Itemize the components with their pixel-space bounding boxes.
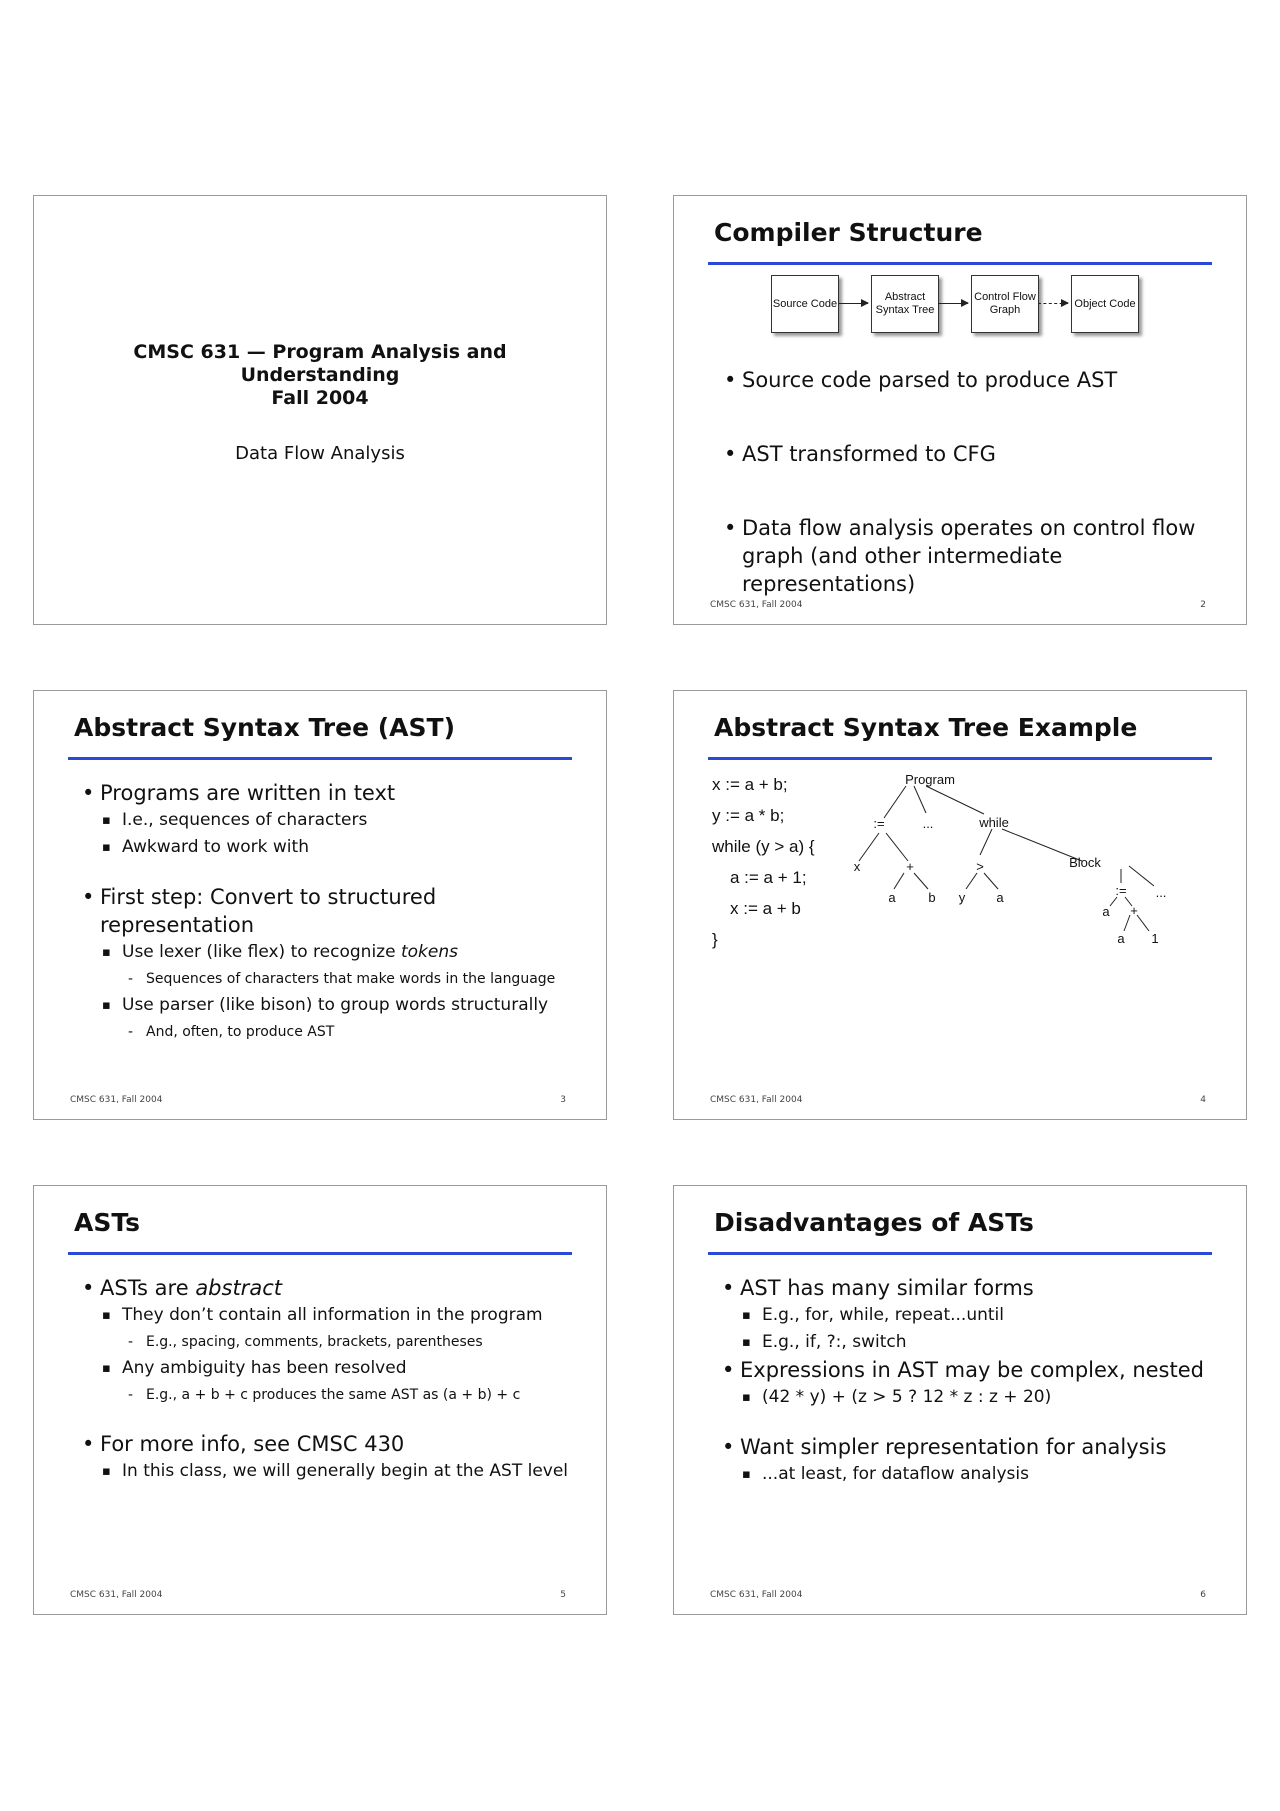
node-x: x	[853, 859, 861, 874]
node-a: a	[888, 890, 896, 905]
bullet: • AST transformed to CFG	[724, 440, 1216, 468]
code-line: x := a + b	[730, 899, 801, 918]
code-line: x := a + b;	[712, 775, 788, 794]
cfg-box	[971, 275, 1039, 333]
slide-1	[33, 195, 607, 625]
bullet-list	[82, 1274, 576, 1485]
bullet-list	[82, 779, 576, 1045]
bullet-text: ASTs are	[100, 1276, 196, 1300]
bullet: • For more info, see CMSC 430	[82, 1430, 576, 1458]
box-label: Object Code	[1074, 297, 1136, 310]
sub-bullet: ▪ E.g., if, ?:, switch	[722, 1329, 1216, 1356]
node-plus: +	[1130, 903, 1138, 918]
sub-bullet: ▪ Awkward to work with	[82, 834, 576, 861]
slide-4-title: Abstract Syntax Tree Example	[714, 713, 1138, 742]
sub-bullet: ▪ ...at least, for dataflow analysis	[722, 1461, 1216, 1488]
node-y: y	[958, 890, 966, 905]
slide-footer: CMSC 631, Fall 2004	[70, 1095, 163, 1105]
page-number: 5	[560, 1590, 566, 1600]
bullet: • First step: Convert to structured representation	[82, 883, 576, 939]
slide-1-title	[34, 341, 606, 410]
node-assign: :=	[1115, 883, 1127, 898]
slide-6	[673, 1185, 1247, 1615]
node-while: while	[979, 815, 1009, 830]
sub-bullet	[82, 939, 576, 966]
sub-bullet: ▪ I.e., sequences of characters	[82, 807, 576, 834]
arrow	[838, 303, 868, 304]
sub-sub-bullet: - And, often, to produce AST	[82, 1019, 576, 1045]
slide-footer: CMSC 631, Fall 2004	[710, 1095, 803, 1105]
box-label: Abstract Syntax Tree	[875, 291, 935, 316]
slide-5-title: ASTs	[74, 1208, 140, 1237]
node-plus: +	[906, 859, 914, 874]
ast-box	[871, 275, 939, 333]
node-a: a	[1102, 904, 1110, 919]
bullet: • Want simpler representation for analysis	[722, 1433, 1216, 1461]
code-line: while (y > a) {	[712, 837, 815, 856]
title-rule	[708, 262, 1212, 265]
bullet: • Programs are written in text	[82, 779, 576, 807]
object-code-box	[1071, 275, 1139, 333]
sub-bullet: ▪ In this class, we will generally begin at the AST level	[82, 1458, 576, 1485]
sub-bullet: ▪ (42 * y) + (z > 5 ? 12 * z : z + 20)	[722, 1384, 1216, 1411]
slide-footer: CMSC 631, Fall 2004	[710, 600, 803, 610]
slide-5	[33, 1185, 607, 1615]
spacer	[82, 1408, 576, 1430]
node-greater-than: >	[976, 859, 984, 874]
sub-sub-bullet: - Sequences of characters that make words in the language	[82, 966, 576, 992]
arrow	[938, 303, 968, 304]
slide-footer: CMSC 631, Fall 2004	[70, 1590, 163, 1600]
slide-2-title: Compiler Structure	[714, 218, 983, 247]
title-line-1: CMSC 631 — Program Analysis and	[133, 341, 507, 363]
page-number: 2	[1200, 600, 1206, 610]
slide-3	[33, 690, 607, 1120]
title-rule	[708, 1252, 1212, 1255]
sub-bullet-text: Use lexer (like flex) to recognize	[122, 942, 401, 962]
node-assign: :=	[873, 816, 885, 831]
page-number: 6	[1200, 1590, 1206, 1600]
node-ellipsis: ...	[922, 816, 934, 831]
code-line: }	[712, 930, 718, 949]
node-one: 1	[1151, 931, 1159, 946]
node-program: Program	[905, 772, 955, 787]
slide-4	[673, 690, 1247, 1120]
node-b: b	[928, 890, 936, 905]
sub-bullet: ▪ E.g., for, while, repeat...until	[722, 1302, 1216, 1329]
page-number: 3	[560, 1095, 566, 1105]
sub-bullet: ▪ They don’t contain all information in the program	[82, 1302, 576, 1329]
bullet: • Expressions in AST may be complex, nested	[722, 1356, 1216, 1384]
slide-6-title: Disadvantages of ASTs	[714, 1208, 1034, 1237]
bullet: • Source code parsed to produce AST	[724, 366, 1216, 394]
slide-1-subtitle: Data Flow Analysis	[235, 443, 405, 464]
sub-bullet: ▪ Use parser (like bison) to group words structurally	[82, 992, 576, 1019]
box-label: Source Code	[772, 297, 838, 310]
title-line-3: Fall 2004	[271, 387, 369, 409]
sub-sub-bullet: - E.g., spacing, comments, brackets, parentheses	[82, 1329, 576, 1355]
title-rule	[68, 1252, 572, 1255]
slide-2	[673, 195, 1247, 625]
bullet: • AST has many similar forms	[722, 1274, 1216, 1302]
sub-bullet: ▪ Any ambiguity has been resolved	[82, 1355, 576, 1382]
syntax-tree-diagram	[674, 691, 1246, 1119]
slide-3-title: Abstract Syntax Tree (AST)	[74, 713, 456, 742]
emphasis: abstract	[195, 1276, 282, 1300]
source-code-box	[771, 275, 839, 333]
bullet	[82, 1274, 576, 1302]
page-number: 4	[1200, 1095, 1206, 1105]
title-rule	[68, 757, 572, 760]
spacer	[82, 861, 576, 883]
bullet-list	[722, 1274, 1216, 1488]
code-line: a := a + 1;	[730, 868, 807, 887]
slide-footer: CMSC 631, Fall 2004	[710, 1590, 803, 1600]
tree-edges	[859, 786, 1154, 931]
emphasis: tokens	[400, 942, 458, 962]
sub-sub-bullet: - E.g., a + b + c produces the same AST as (a + b) + c	[82, 1382, 576, 1408]
node-a: a	[1117, 931, 1125, 946]
node-ellipsis: ...	[1155, 885, 1167, 900]
dashed-arrow	[1038, 303, 1068, 304]
title-line-2: Understanding	[240, 364, 400, 386]
code-line: y := a * b;	[712, 806, 785, 825]
bullet: • Data flow analysis operates on control flow graph (and other intermediate representations)	[724, 514, 1216, 598]
node-block: Block	[1069, 855, 1101, 870]
spacer	[722, 1411, 1216, 1433]
box-label: Control Flow Graph	[974, 291, 1036, 316]
node-a: a	[996, 890, 1004, 905]
